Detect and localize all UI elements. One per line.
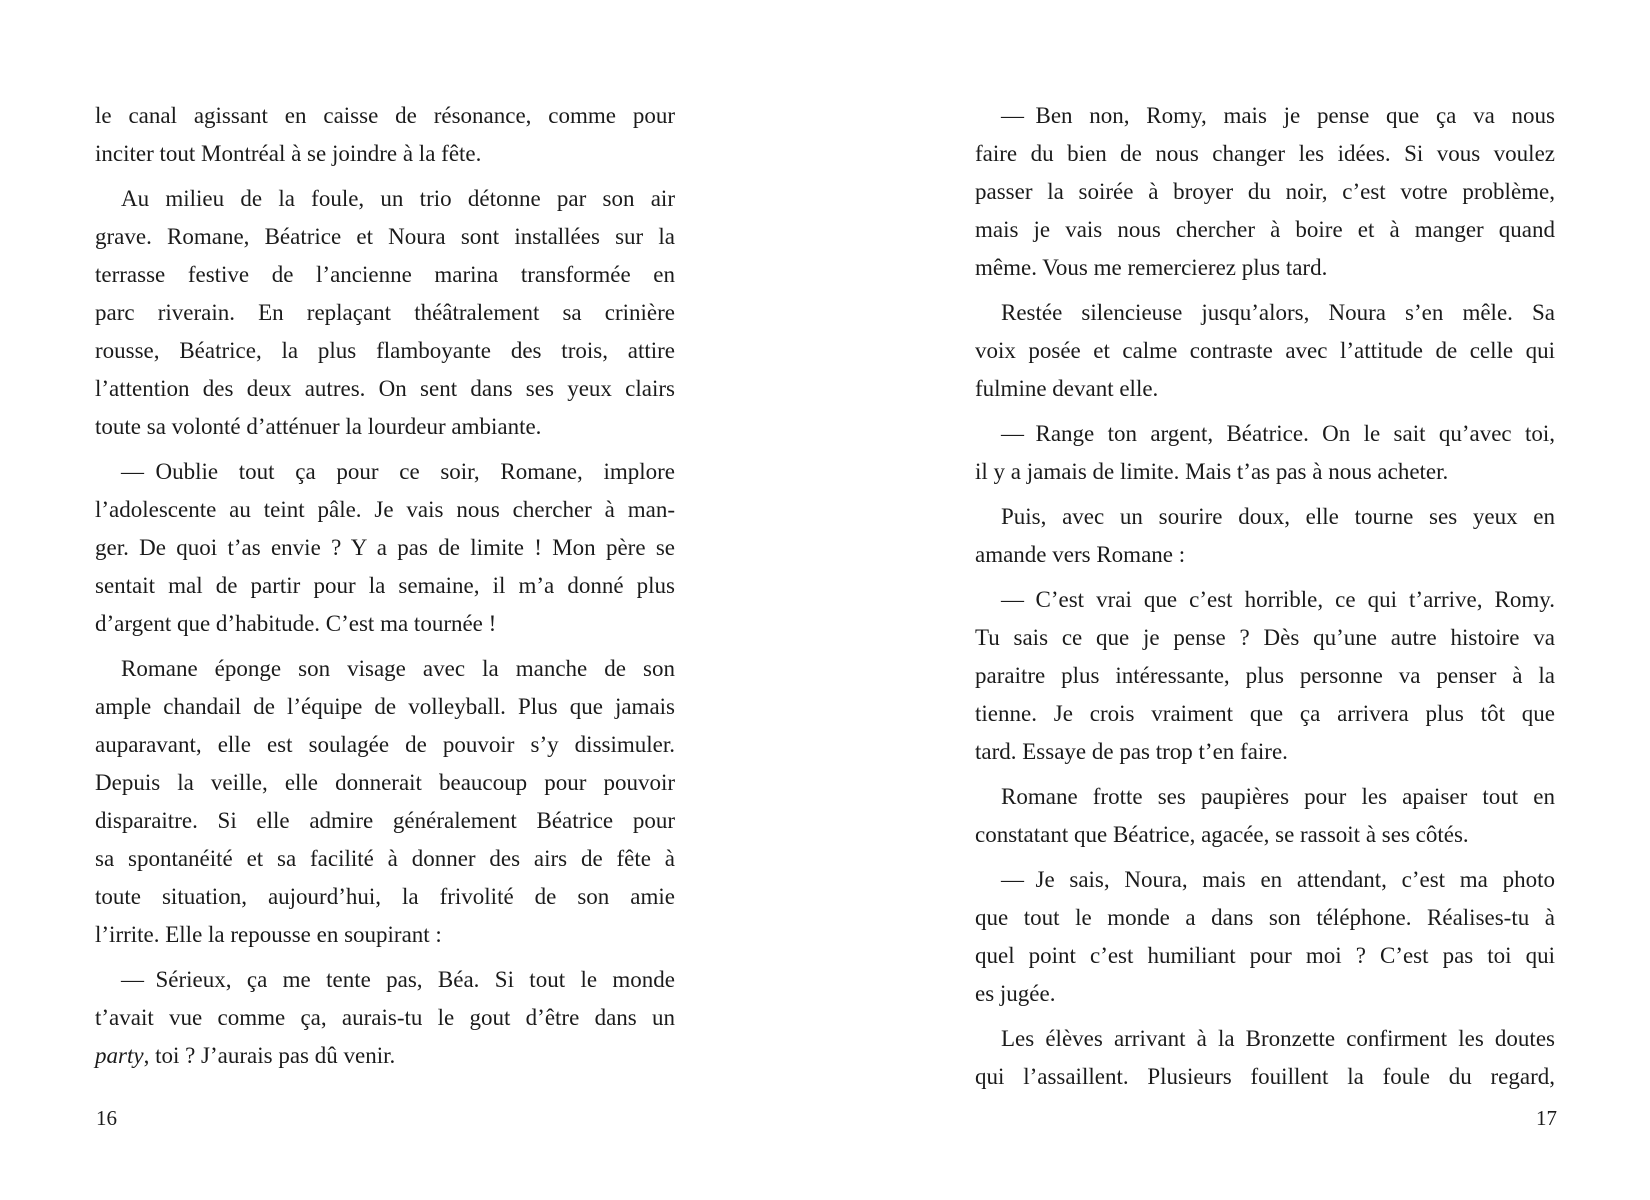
text-line: t’avait vue comme ça, aurais-tu le gout d’être dans un [95, 1005, 675, 1030]
paragraph [95, 961, 675, 1075]
text-line: toute situation, aujourd’hui, la frivolité de son amie [95, 884, 675, 909]
paragraph [975, 1020, 1555, 1096]
text-line: Les élèves arrivant à la Bronzette confirment les doutes [1001, 1026, 1555, 1051]
text-line: — C’est vrai que c’est horrible, ce qui t’arrive, Romy. [1001, 587, 1555, 612]
text-line: — Range ton argent, Béatrice. On le sait qu’avec toi, [1001, 421, 1555, 446]
text-line: voix posée et calme contraste avec l’attitude de celle qui [975, 338, 1555, 363]
text-line: rousse, Béatrice, la plus flamboyante des trois, attire [95, 338, 675, 363]
text-line: sentait mal de partir pour la semaine, il m’a donné plus [95, 573, 675, 598]
text-line: disparaitre. Si elle admire généralement Béatrice pour [95, 808, 675, 833]
text-line: party, toi ? J’aurais pas dû venir. [95, 1043, 396, 1068]
text-line: — Oublie tout ça pour ce soir, Romane, implore [121, 459, 675, 484]
text-line: passer la soirée à broyer du noir, c’est votre problème, [975, 179, 1555, 204]
text-line: l’attention des deux autres. On sent dans ses yeux clairs [95, 376, 675, 401]
left-page-number: 16 [96, 1106, 117, 1130]
paragraph [95, 453, 675, 643]
text-line: l’irrite. Elle la repousse en soupirant : [95, 922, 442, 947]
paragraph [95, 97, 675, 173]
text-line: Au milieu de la foule, un trio détonne par son air [121, 186, 675, 211]
text-line: parc riverain. En replaçant théâtralement sa crinière [95, 300, 675, 325]
text-line: Romane frotte ses paupières pour les apaiser tout en [1001, 784, 1555, 809]
text-line: auparavant, elle est soulagée de pouvoir s’y dissimuler. [95, 732, 675, 757]
text-line: paraitre plus intéressante, plus personne va penser à la [975, 663, 1555, 688]
text-line: sa spontanéité et sa facilité à donner des airs de fête à [95, 846, 675, 871]
text-line: amande vers Romane : [975, 542, 1186, 567]
paragraph [975, 294, 1555, 408]
text-line: qui l’assaillent. Plusieurs fouillent la foule du regard, [975, 1064, 1555, 1089]
text-line: le canal agissant en caisse de résonance, comme pour [95, 103, 675, 128]
paragraph [975, 498, 1555, 574]
paragraph [95, 650, 675, 954]
text-line: même. Vous me remercierez plus tard. [975, 255, 1328, 280]
right-page-text [975, 97, 1555, 1096]
paragraph [975, 861, 1555, 1013]
paragraph [975, 415, 1555, 491]
text-line: — Ben non, Romy, mais je pense que ça va nous [1001, 103, 1555, 128]
text-line: — Je sais, Noura, mais en attendant, c’est ma photo [1001, 867, 1555, 892]
paragraph [95, 180, 675, 446]
text-line: es jugée. [975, 981, 1056, 1006]
left-page-text [95, 97, 675, 1075]
text-line: faire du bien de nous changer les idées. Si vous voulez [975, 141, 1555, 166]
text-line: il y a jamais de limite. Mais t’as pas à nous acheter. [975, 459, 1449, 484]
right-page-number: 17 [1536, 1106, 1557, 1130]
text-line: terrasse festive de l’ancienne marina transformée en [95, 262, 675, 287]
paragraph [975, 581, 1555, 771]
text-line: ample chandail de l’équipe de volleyball. Plus que jamais [95, 694, 675, 719]
text-line: Restée silencieuse jusqu’alors, Noura s’en mêle. Sa [1001, 300, 1555, 325]
text-line: quel point c’est humiliant pour moi ? C’est pas toi qui [975, 943, 1555, 968]
text-line: — Sérieux, ça me tente pas, Béa. Si tout le monde [121, 967, 675, 992]
text-line: fulmine devant elle. [975, 376, 1159, 401]
text-line: Depuis la veille, elle donnerait beaucoup pour pouvoir [95, 770, 675, 795]
text-line: d’argent que d’habitude. C’est ma tournée ! [95, 611, 497, 636]
text-line: que tout le monde a dans son téléphone. Réalises-tu à [975, 905, 1555, 930]
text-line: tard. Essaye de pas trop t’en faire. [975, 739, 1288, 764]
text-line: Puis, avec un sourire doux, elle tourne ses yeux en [1001, 504, 1555, 529]
paragraph [975, 97, 1555, 287]
text-line: Romane éponge son visage avec la manche de son [121, 656, 675, 681]
text-line: inciter tout Montréal à se joindre à la fête. [95, 141, 482, 166]
text-line: tienne. Je crois vraiment que ça arrivera plus tôt que [975, 701, 1555, 726]
text-line: l’adolescente au teint pâle. Je vais nous chercher à man- [95, 497, 675, 522]
text-line: constatant que Béatrice, agacée, se rassoit à ses côtés. [975, 822, 1469, 847]
text-line: ger. De quoi t’as envie ? Y a pas de limite ! Mon père se [95, 535, 675, 560]
text-line: mais je vais nous chercher à boire et à manger quand [975, 217, 1555, 242]
paragraph [975, 778, 1555, 854]
text-line: grave. Romane, Béatrice et Noura sont installées sur la [95, 224, 675, 249]
text-line: Tu sais ce que je pense ? Dès qu’une autre histoire va [975, 625, 1555, 650]
text-line: toute sa volonté d’atténuer la lourdeur ambiante. [95, 414, 542, 439]
